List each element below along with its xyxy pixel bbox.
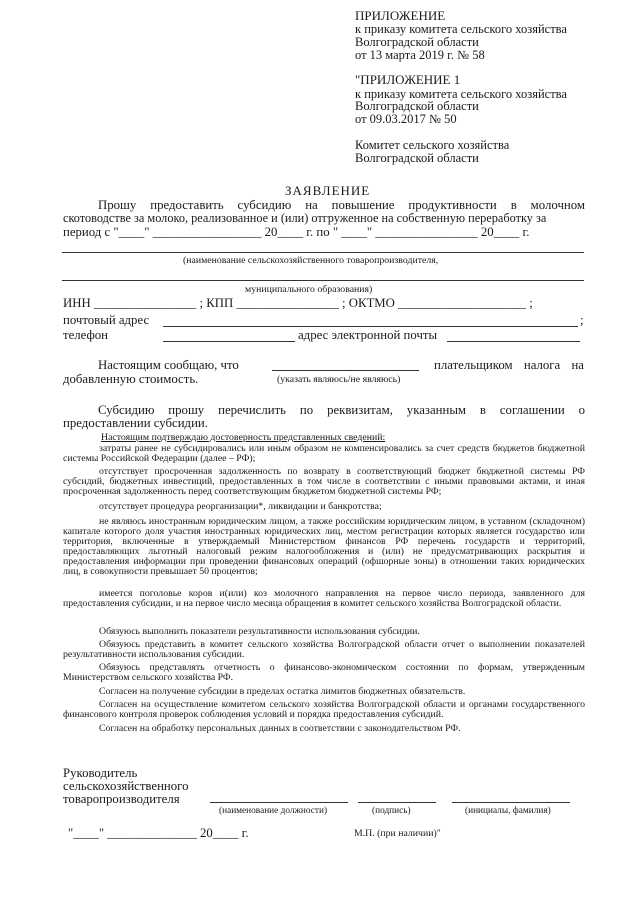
- postal-address-semicolon: ;: [580, 313, 584, 327]
- transfer-line: предоставлении субсидии.: [63, 416, 208, 430]
- request-line: скотоводстве за молоко, реализованное и (или) отгруженное на собственную переработку за: [63, 211, 547, 225]
- confirm-item: имеется поголовье коров и(или) коз молочного направления на первое число периода, заявленного для предоставления субсидии, и на первое число месяца обращения в комитет сельского хозяйства Волгоградской области.: [63, 588, 585, 609]
- addressee-line: Волгоградской области: [355, 151, 479, 165]
- addressee-line: Комитет сельского хозяйства: [355, 138, 510, 152]
- phone-label: телефон: [63, 328, 109, 342]
- confirm-item: отсутствует процедура реорганизации*, ликвидации и банкротства;: [99, 501, 382, 512]
- appendix-title: ПРИЛОЖЕНИЕ: [355, 8, 446, 23]
- obligation-item: Согласен на осуществление комитетом сельского хозяйства Волгоградской области и органами государственного финансового контроля проверок соблюдения условий и порядка предоставления субсидий.: [63, 699, 585, 720]
- appendix-line: Волгоградской области: [355, 99, 479, 113]
- obligation-item: Обязуюсь выполнить показатели результативности использования субсидии.: [99, 626, 420, 637]
- initials-caption: (инициалы, фамилия): [465, 806, 551, 816]
- appendix-line: Волгоградской области: [355, 35, 479, 49]
- signatory-line: товаропроизводителя: [63, 792, 180, 806]
- email-field[interactable]: [447, 341, 580, 342]
- signature-field[interactable]: [358, 802, 436, 803]
- vat-hint-caption: (указать являюсь/не являюсь): [277, 374, 401, 385]
- obligation-item: Обязуюсь представить в комитет сельского хозяйства Волгоградской области отчет о выполнении показателей результативности использования субсидии.: [63, 639, 585, 660]
- vat-line2: добавленную стоимость.: [63, 372, 199, 386]
- email-label: адрес электронной почты: [298, 328, 438, 342]
- confirm-heading: Настоящим подтверждаю достоверность представленных сведений:: [101, 432, 386, 443]
- appendix-title: "ПРИЛОЖЕНИЕ 1: [355, 72, 461, 87]
- date-field[interactable]: "____" ______________ 20____ г.: [68, 826, 249, 840]
- confirm-item: не являюсь иностранным юридическим лицом, а также российским юридическим лицом, в уставном (складочном) капитале которого доля участия иностранных юридических лиц, местом регистрации которых является государство или территория, включенные в утверждаемый Министерством финансов РФ перечень государств и территорий, предоставляющих льготный налоговый режим налогообложения и (или) не предусматривающих раскрытия и предоставления информации при проведении финансовых операций (офшорные зоны) в отношении таких юридических лиц, в совокупности превышает 50 процентов;: [63, 516, 585, 577]
- document-title: ЗАЯВЛЕНИЕ: [285, 183, 371, 198]
- producer-name-field[interactable]: [62, 252, 584, 253]
- appendix-line: от 13 марта 2019 г. № 58: [355, 48, 485, 62]
- obligation-item: Согласен на обработку персональных данных в соответствии с законодательством РФ.: [99, 723, 461, 734]
- position-field[interactable]: [210, 802, 348, 803]
- confirm-item: затраты ранее не субсидировались или иным образом не компенсировались за счет средств бюджетов бюджетной системы Российской Федерации (далее – РФ);: [63, 443, 585, 464]
- confirm-item: отсутствует просроченная задолженность по возврату в соответствующий бюджет бюджетной системы РФ субсидий, бюджетных инвестиций, предоставленных в том числе в соответствии с иными правовыми актами, и иная просроченная задолженность перед соответствующим бюджетом бюджетной системы РФ;: [63, 466, 585, 497]
- signature-caption: (подпись): [372, 806, 411, 816]
- appendix-line: к приказу комитета сельского хозяйства: [355, 22, 567, 36]
- phone-field[interactable]: [163, 341, 295, 342]
- municipality-caption: муниципального образования): [245, 284, 373, 295]
- obligation-item: Согласен на получение субсидии в пределах остатка лимитов бюджетных обязательств.: [99, 686, 466, 697]
- transfer-line: Субсидию прошу перечислить по реквизитам, указанным в соглашении о: [98, 403, 585, 417]
- obligation-item: Обязуюсь представлять отчетность о финансово-экономическом состоянии по формам, утвержденным Министерством сельского хозяйства РФ.: [63, 662, 585, 683]
- postal-address-label: почтовый адрес: [63, 313, 150, 327]
- vat-status-field[interactable]: [272, 370, 419, 371]
- vat-prefix: Настоящим сообщаю, что: [98, 358, 239, 372]
- inn-kpp-oktmo-row[interactable]: ИНН ________________ ; КПП ________________ ; ОКТМО ____________________ ;: [63, 296, 533, 310]
- vat-suffix: плательщиком налога на: [434, 358, 584, 372]
- appendix-line: от 09.03.2017 № 50: [355, 112, 457, 126]
- producer-name-caption: (наименование сельскохозяйственного товаропроизводителя,: [183, 255, 439, 266]
- request-line: Прошу предоставить субсидию на повышение продуктивности в молочном: [98, 198, 585, 212]
- postal-address-field[interactable]: [163, 326, 578, 327]
- initials-field[interactable]: [452, 802, 570, 803]
- appendix-line: к приказу комитета сельского хозяйства: [355, 87, 567, 101]
- signatory-line: Руководитель: [63, 766, 138, 780]
- signatory-line: сельскохозяйственного: [63, 779, 189, 793]
- municipality-field[interactable]: [62, 280, 584, 281]
- stamp-note: М.П. (при наличии)": [354, 828, 441, 839]
- position-caption: (наименование должности): [219, 806, 328, 816]
- request-period-field[interactable]: период с "____" _________________ 20____ г. по " ____" ________________ 20____ г.: [63, 225, 530, 239]
